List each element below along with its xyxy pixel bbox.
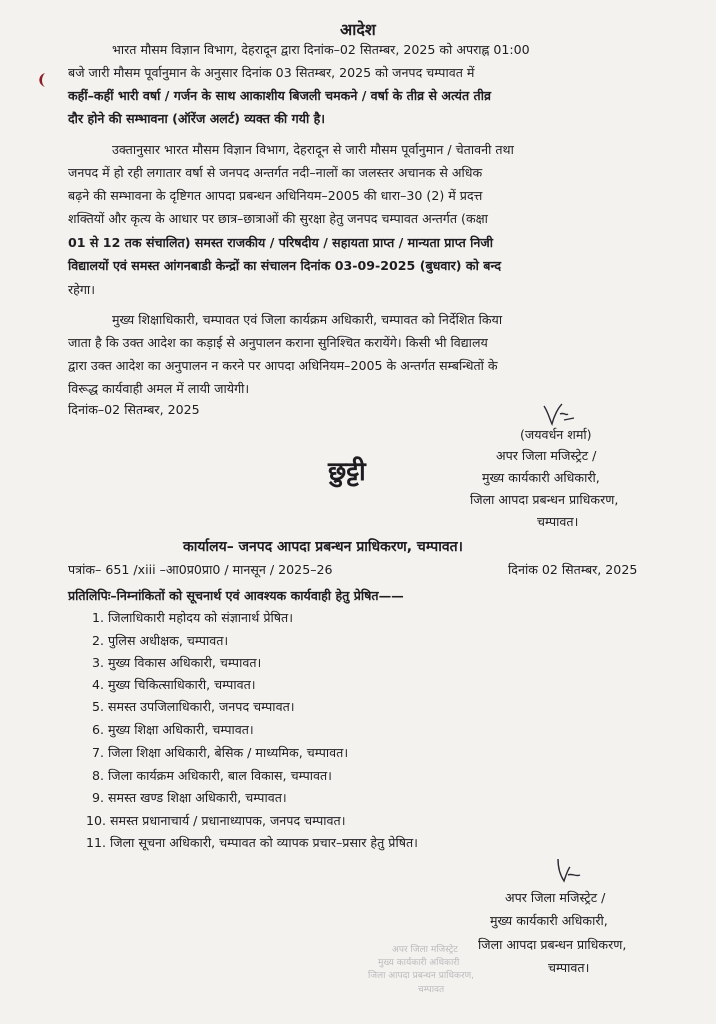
- list-item: 4. मुख्य चिकित्साधिकारी, चम्पावत।: [92, 677, 256, 692]
- paragraph-line: 01 से 12 तक संचालित) समस्त राजकीय / परिषदीय / सहायता प्राप्त / मान्यता प्राप्त निजी: [68, 235, 493, 250]
- paragraph-line: विद्यालयों एवं समस्त आंगनबाडी केन्द्रों का संचालन दिनांक 03-09-2025 (बुधवार) को बन्द: [68, 258, 502, 273]
- reference-number: पत्रांक– 651 /xiii –आ0प्र0प्रा0 / मानसून / 2025–26: [68, 562, 333, 577]
- signatory-designation: अपर जिला मजिस्ट्रेट /: [496, 448, 597, 463]
- list-item: 5. समस्त उपजिलाधिकारी, जनपद चम्पावत।: [92, 699, 295, 714]
- paragraph-line: शक्तियों और कृत्य के आधार पर छात्र–छात्राओं की सुरक्षा हेतु जनपद चम्पावत अन्तर्गत (कक्षा: [68, 211, 488, 226]
- paragraph-line: मुख्य शिक्षाधिकारी, चम्पावत एवं जिला कार्यक्रम अधिकारी, चम्पावत को निर्देशित किया: [112, 312, 503, 327]
- signatory-designation: जिला आपदा प्रबन्धन प्राधिकरण,: [470, 492, 619, 507]
- list-item: 9. समस्त खण्ड शिक्षा अधिकारी, चम्पावत।: [92, 790, 287, 805]
- signatory-location: चम्पावत।: [548, 960, 590, 975]
- list-item: 8. जिला कार्यक्रम अधिकारी, बाल विकास, चम्पावत।: [92, 768, 332, 783]
- signatory-name: (जयवर्धन शर्मा): [520, 427, 592, 442]
- copy-intro: प्रतिलिपिः–निम्नांकितों को सूचनार्थ एवं आवश्यक कार्यवाही हेतु प्रेषित——: [68, 588, 404, 603]
- signatory-location: चम्पावत।: [537, 514, 579, 529]
- list-item: 2. पुलिस अधीक्षक, चम्पावत।: [92, 633, 229, 648]
- office-heading: कार्यालय– जनपद आपदा प्रबन्धन प्राधिकरण, चम्पावत।: [183, 539, 463, 555]
- paragraph-line: द्वारा उक्त आदेश का अनुपालन न करने पर आपदा अधिनियम–2005 के अन्तर्गत सम्बन्धितों के: [68, 358, 498, 373]
- paragraph-line: रहेगा।: [68, 282, 95, 297]
- paragraph-line: [68, 109, 325, 129]
- paragraph-line: जाता है कि उक्त आदेश का कड़ाई से अनुपालन कराना सुनिश्चित करायेंगे। किसी भी विद्यालय: [68, 335, 488, 350]
- seal-text: मुख्य कार्यकारी अधिकारी: [378, 958, 460, 968]
- orange-alert-text: दौर होने की सम्भावना (ऑरेंज अलर्ट) व्यक्त की गयी है।: [68, 111, 326, 126]
- seal-text: जिला आपदा प्रबन्धन प्राधिकरण,: [368, 971, 475, 981]
- list-item: 11. जिला सूचना अधिकारी, चम्पावत को व्यापक प्रचार–प्रसार हेतु प्रेषित।: [86, 835, 418, 850]
- reference-date: दिनांक 02 सितम्बर, 2025: [508, 562, 638, 577]
- paragraph-line: बजे जारी मौसम पूर्वानुमान के अनुसार दिनांक 03 सितम्बर, 2025 को जनपद चम्पावत में: [68, 65, 475, 80]
- seal-text: चम्पावत: [418, 985, 445, 995]
- signatory-designation: मुख्य कार्यकारी अधिकारी,: [490, 913, 608, 928]
- signatory-designation: मुख्य कार्यकारी अधिकारी,: [482, 470, 600, 485]
- paragraph-line: बढ़ने की सम्भावना के दृष्टिगत आपदा प्रबन्धन अधिनियम–2005 की धारा–30 (2) में प्रदत्त: [68, 188, 483, 203]
- margin-mark-icon: [36, 72, 48, 88]
- signature-image: [552, 855, 588, 885]
- signatory-designation: अपर जिला मजिस्ट्रेट /: [505, 890, 606, 905]
- list-item: 3. मुख्य विकास अधिकारी, चम्पावत।: [92, 655, 262, 670]
- list-item: 10. समस्त प्रधानाचार्य / प्रधानाध्यापक, जनपद चम्पावत।: [86, 813, 346, 828]
- paragraph-line: उक्तानुसार भारत मौसम विज्ञान विभाग, देहरादून से जारी मौसम पूर्वानुमान / चेतावनी तथा: [112, 142, 514, 157]
- order-title: आदेश: [340, 20, 376, 39]
- paragraph-line: कहीं–कहीं भारी वर्षा / गर्जन के साथ आकाशीय बिजली चमकने / वर्षा के तीव्र से अत्यंत तीव्र: [68, 88, 491, 103]
- list-item: 6. मुख्य शिक्षा अधिकारी, चम्पावत।: [92, 722, 254, 737]
- paragraph-line: विरूद्ध कार्यवाही अमल में लायी जायेगी।: [68, 381, 250, 396]
- order-date: दिनांक–02 सितम्बर, 2025: [68, 402, 200, 417]
- paragraph-line: भारत मौसम विज्ञान विभाग, देहरादून द्वारा दिनांक–02 सितम्बर, 2025 को अपराह्न 01:00: [112, 42, 530, 57]
- list-item: 7. जिला शिक्षा अधिकारी, बेसिक / माध्यमिक, चम्पावत।: [92, 745, 349, 760]
- list-item: 1. जिलाधिकारी महोदय को संज्ञानार्थ प्रेषित।: [92, 610, 294, 625]
- signatory-designation: जिला आपदा प्रबन्धन प्राधिकरण,: [478, 937, 627, 952]
- holiday-heading: छुट्टी: [328, 457, 366, 487]
- seal-text: अपर जिला मजिस्ट्रेट: [392, 945, 458, 955]
- paragraph-line: जनपद में हो रही लगातार वर्षा से जनपद अन्तर्गत नदी–नालों का जलस्तर अचानक से अधिक: [68, 165, 483, 180]
- signature-image: [540, 400, 580, 428]
